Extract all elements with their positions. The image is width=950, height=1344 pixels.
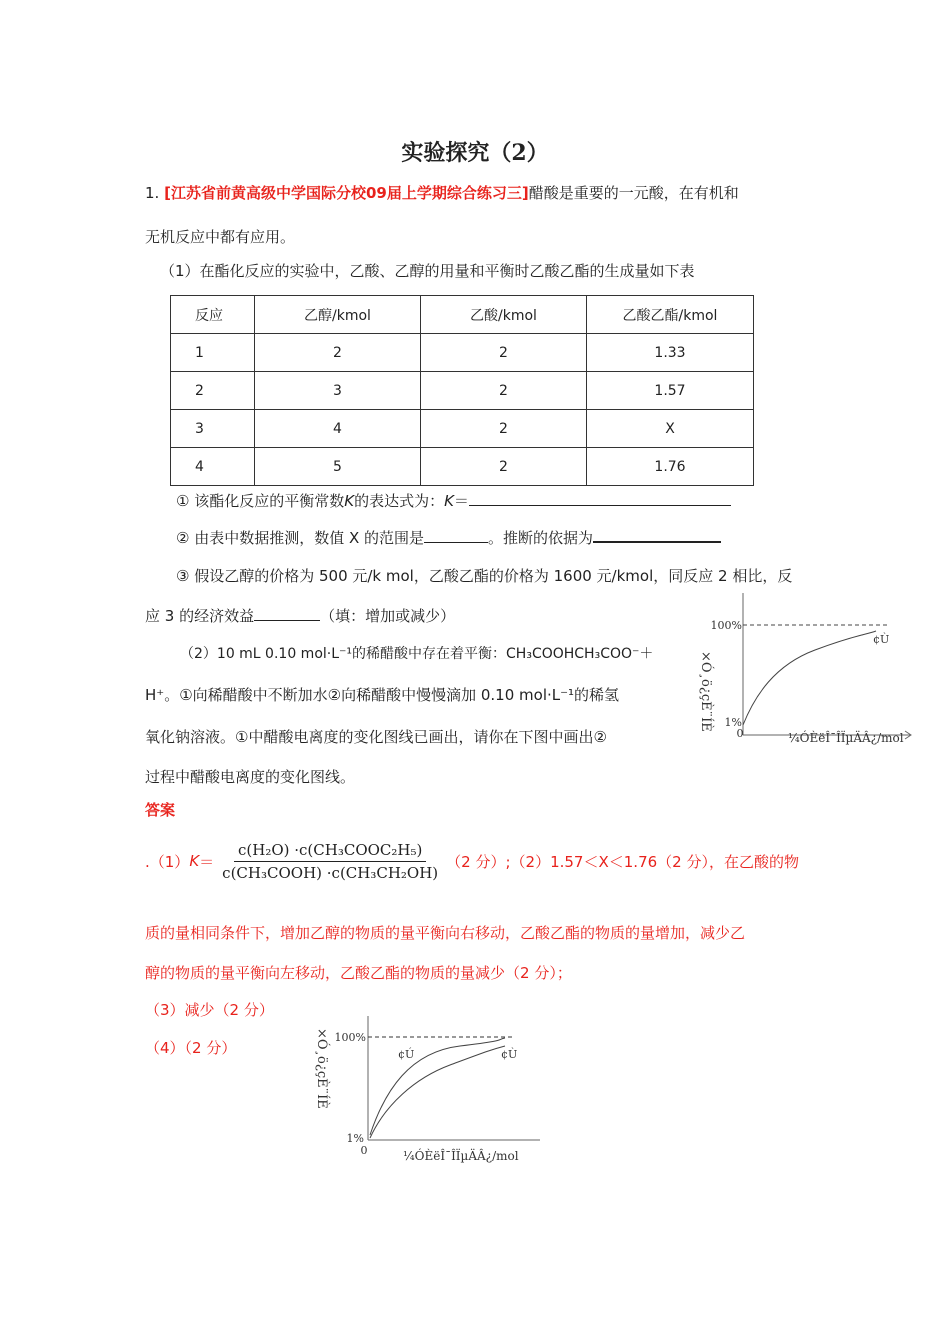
answer-line-2: 质的量相同条件下，增加乙醇的物质的量平衡向右移动，乙酸乙酯的物质的量增加，减少乙 (145, 924, 746, 942)
table-cell: 2 (255, 334, 421, 372)
part2-line-a: （2）10 mL 0.10 mol·L⁻¹的稀醋酸中存在着平衡：CH₃COOHCH₃COO⁻＋ (180, 646, 654, 662)
answer-part-3: （3）减少（2 分） (145, 1001, 274, 1019)
y-bottom-label: 1% (346, 1132, 364, 1145)
origin-label: 0 (360, 1144, 368, 1157)
k-numerator: c(H₂O) ·c(CH₃COOC₂H₅) (234, 841, 426, 862)
table-header-cell: 乙醇/kmol (255, 296, 421, 334)
y-top-label: 100% (334, 1031, 366, 1044)
part2-line-d: 过程中醋酸电离度的变化图线。 (145, 768, 356, 786)
table-row (171, 410, 754, 448)
table-row (171, 372, 754, 410)
curve-1-label: ¢Ù (501, 1048, 518, 1061)
table-header-cell: 乙酸/kmol (421, 296, 587, 334)
x-axis-label: ¼ÓÈëÎ¯ÎÏµÄÂ¿/mol (788, 731, 904, 745)
answer-k-equals: ＝ (199, 852, 215, 871)
q-k-text-a: ① 该酯化反应的平衡常数 (176, 492, 345, 510)
table-header-row (171, 296, 754, 334)
q-k-symbol: K (344, 492, 355, 510)
table-cell: 4 (171, 448, 255, 486)
answer-blank (593, 527, 721, 543)
q1-intro-line (145, 182, 739, 203)
q-econ-line-2 (145, 605, 455, 626)
q-k-text-b: 的表达式为： (354, 492, 445, 510)
ionization-graph-1 (680, 585, 920, 755)
q1-part1-intro: （1）在酯化反应的实验中，乙酸、乙醇的用量和平衡时乙酸乙酯的生成量如下表 (160, 262, 695, 280)
k-expression-fraction (218, 841, 442, 882)
x-axis-label: ¼ÓÈëÎ¯ÎÏµÄÂ¿/mol (403, 1149, 519, 1163)
y-axis-label: ×Ó¸ö¿çÈ¨ÍÈ (314, 1028, 329, 1109)
table-cell: 1.57 (587, 372, 754, 410)
table-cell: 2 (171, 372, 255, 410)
table-cell: 4 (255, 410, 421, 448)
q1-number: 1. (145, 184, 160, 202)
table-cell: 5 (255, 448, 421, 486)
part2-line-c: 氧化钠溶液。①中醋酸电离度的变化图线已画出，请你在下图中画出② (145, 728, 607, 746)
q-x-text-a: ② 由表中数据推测，数值 X 的范围是 (176, 529, 425, 547)
q1-intro-a: 醋酸是重要的一元酸，在有机和 (528, 184, 739, 202)
answer-blank (424, 528, 488, 543)
k-denominator: c(CH₃COOH) ·c(CH₃CH₂OH) (222, 863, 439, 882)
table-cell: 3 (255, 372, 421, 410)
table-header-cell: 反应 (171, 296, 255, 334)
table-cell: 3 (171, 410, 255, 448)
part2-line-b: H⁺。①向稀醋酸中不断加水②向稀醋酸中慢慢滴加 0.10 mol·L⁻¹的稀氢 (145, 686, 620, 704)
q-econ-a: ③ 假设乙醇的价格为 500 元/k mol，乙酸乙酯的价格为 1600 元/kmol，同反应 2 相比，反 (176, 567, 793, 585)
q-x-range (176, 527, 721, 548)
answer-line-1 (145, 834, 799, 888)
answer-part-1-label: .（1） (145, 852, 190, 871)
q1-source: [江苏省前黄高级中学国际分校09届上学期综合练习三] (164, 184, 529, 202)
y-bottom-label: 1% (724, 716, 742, 729)
q-x-text-b: 。推断的依据为 (488, 529, 594, 547)
table-header-cell: 乙酸乙酯/kmol (587, 296, 754, 334)
table-cell: 1.33 (587, 334, 754, 372)
q-econ-text-b: 应 3 的经济效益 (145, 607, 255, 625)
q-k-symbol-2: K (444, 492, 454, 510)
q-k-equals: ＝ (453, 492, 469, 510)
table-cell: 1 (171, 334, 255, 372)
ester-data-table (170, 295, 754, 486)
page-title: 实验探究（2） (401, 140, 549, 166)
q-k-expression (176, 490, 731, 511)
table-cell: 2 (421, 372, 587, 410)
curve-1-label: ¢Ù (873, 633, 890, 646)
answer-blank (469, 491, 731, 506)
answer-k-symbol: K (189, 852, 200, 870)
table-cell: X (587, 410, 754, 448)
answer-heading: 答案 (145, 801, 176, 819)
table-cell: 2 (421, 448, 587, 486)
answer-part-4: （4）（2 分） (145, 1039, 237, 1057)
table-row (171, 448, 754, 486)
curve-2-label: ¢Ú (398, 1048, 415, 1061)
table-cell: 1.76 (587, 448, 754, 486)
table-row (171, 334, 754, 372)
q1-intro-b: 无机反应中都有应用。 (145, 228, 296, 246)
curve-1 (743, 631, 876, 725)
ionization-graph-2 (300, 1010, 550, 1170)
q-econ-text-c: （填：增加或减少） (320, 607, 456, 625)
y-axis-label: ×Ó¸ö¿çÈ¨ÍÈ (698, 651, 713, 732)
answer-line-1-rest: （2 分）;（2）1.57＜X＜1.76（2 分），在乙酸的物 (446, 852, 799, 871)
origin-label: 0 (736, 727, 744, 740)
table-cell: 2 (421, 334, 587, 372)
answer-blank (254, 606, 320, 621)
answer-line-3: 醇的物质的量平衡向左移动，乙酸乙酯的物质的量减少（2 分）； (145, 964, 572, 982)
table-cell: 2 (421, 410, 587, 448)
y-top-label: 100% (710, 619, 742, 632)
